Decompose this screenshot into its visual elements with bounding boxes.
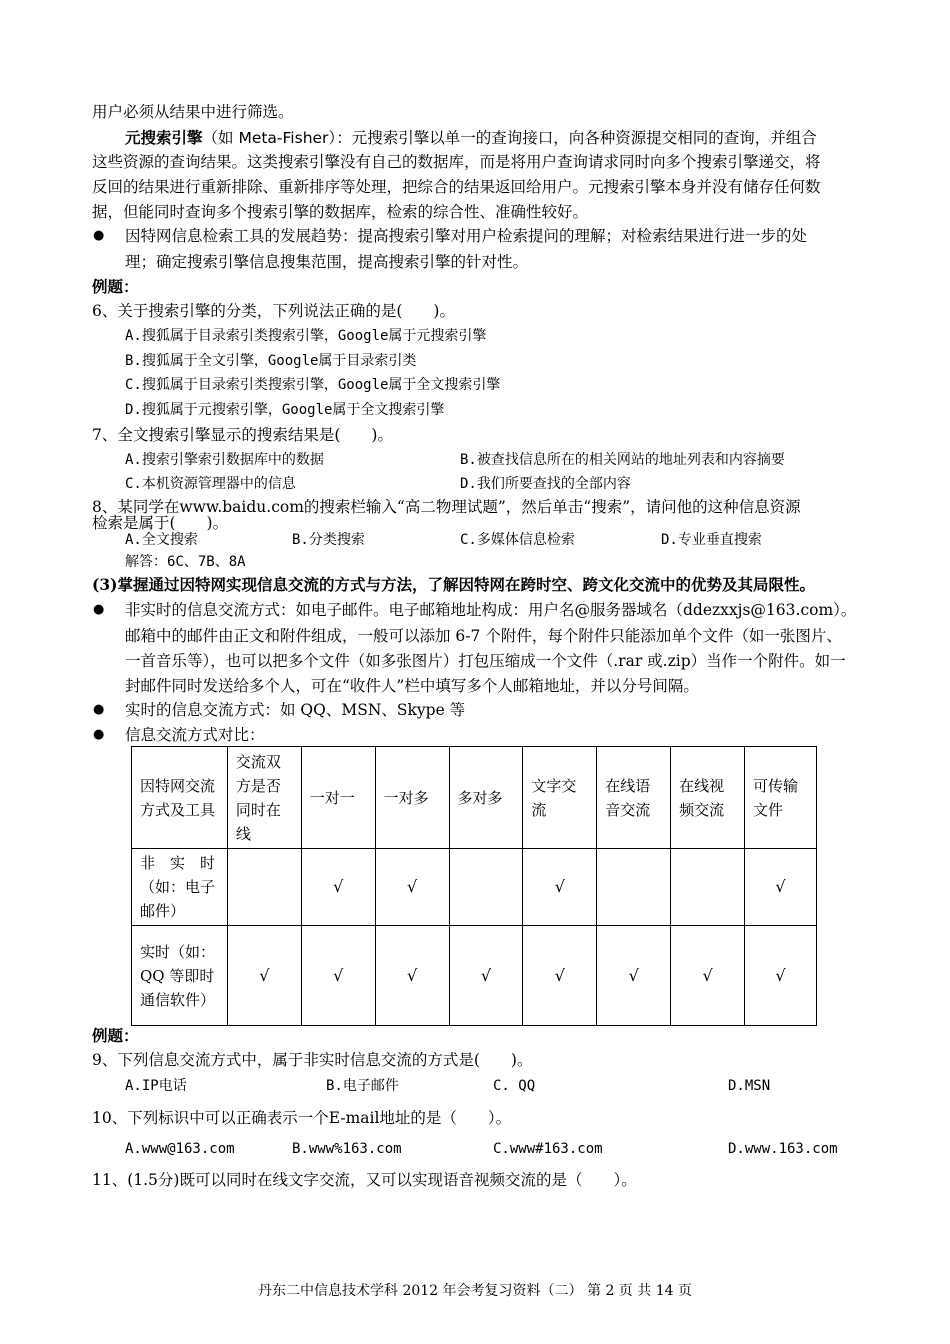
check-cell: √ [301,926,375,1026]
non-realtime-line: 封邮件同时发送给多个人，可在“收件人”栏中填写多个人邮箱地址，并以分号间隔。 [125,677,699,695]
check-cell [671,849,745,926]
q6-option-b: B.搜狐属于全文引擎，Google属于目录索引类 [125,353,417,369]
q8-option-b: B.分类搜索 [292,532,365,548]
check-cell: √ [745,849,817,926]
q9-option-b: B.电子邮件 [326,1078,399,1094]
q7-option-a: A.搜索引擎索引数据库中的数据 [125,452,324,468]
answer-line: 解答：6C、7B、8A [125,554,246,570]
q8-option-a: A.全文搜索 [125,532,198,548]
q9-option-d: D.MSN [728,1078,771,1094]
check-cell: √ [523,849,597,926]
row-label: 非 实 时（如：电子邮件） [132,849,228,926]
table-header-cell: 因特网交流方式及工具 [132,747,228,849]
section-3-title: (3)掌握通过因特网实现信息交流的方式与方法，了解因特网在跨时空、跨文化交流中的优势及其局限性。 [92,575,815,594]
question-8-stem-cont: 检索是属于( )。 [92,514,229,532]
question-7-stem: 7、全文搜索引擎显示的搜索结果是( )。 [92,426,393,444]
row-label: 实时（如：QQ 等即时通信软件） [132,926,228,1026]
check-cell: √ [227,926,301,1026]
q9-option-c: C. QQ [493,1078,536,1094]
compare-line: 信息交流方式对比： [125,726,265,744]
question-10-stem: 10、下列标识中可以正确表示一个E-mail地址的是（ ）。 [92,1109,512,1127]
meta-search-paragraph [125,128,817,148]
q8-option-d: D.专业垂直搜索 [661,532,762,548]
table-header-cell: 文字交流 [523,747,597,849]
check-cell [227,849,301,926]
table-header-cell: 可传输文件 [745,747,817,849]
bullet-icon: ● [93,727,105,742]
q7-option-c: C.本机资源管理器中的信息 [125,476,296,492]
table-header-cell: 交流双方是否同时在线 [227,747,301,849]
bullet-icon: ● [93,702,105,717]
table-header-cell: 一对一 [301,747,375,849]
q7-option-d: D.我们所要查找的全部内容 [460,476,631,492]
q10-option-d: D.www.163.com [728,1141,838,1157]
q6-option-d: D.搜狐属于元搜索引擎，Google属于全文搜索引擎 [125,402,445,418]
intro-line: 反回的结果进行重新排除、重新排序等处理，把综合的结果返回给用户。元搜索引擎本身并没有储存任何数 [92,178,821,196]
intro-line: 这些资源的查询结果。这类搜索引擎没有自己的数据库，而是将用户查询请求同时向多个搜索引擎递交，将 [92,153,821,171]
intro-line: 用户必须从结果中进行筛选。 [92,103,294,121]
realtime-line: 实时的信息交流方式：如 QQ、MSN、Skype 等 [125,701,466,719]
question-9-stem: 9、下列信息交流方式中，属于非实时信息交流的方式是( )。 [92,1051,533,1069]
check-cell: √ [523,926,597,1026]
non-realtime-line: 邮箱中的邮件由正文和附件组成，一般可以添加 6-7 个附件，每个附件只能添加单个文件（如一张图片、 [125,627,842,645]
table-header-cell: 一对多 [375,747,449,849]
check-cell: √ [745,926,817,1026]
check-cell: √ [671,926,745,1026]
table-header-row [132,747,817,849]
non-realtime-line: 一首音乐等），也可以把多个文件（如多张图片）打包压缩成一个文件（.rar 或.zip）当作一个附件。如一 [125,652,846,670]
check-cell: √ [375,849,449,926]
trend-line: 因特网信息检索工具的发展趋势：提高搜索引擎对用户检索提问的理解；对检索结果进行进一步的处 [125,227,808,245]
meta-search-def: ：元搜索引擎以单一的查询接口，向各种资源提交相同的查询，并组合 [336,129,817,147]
question-11-stem: 11、(1.5分)既可以同时在线文字交流，又可以实现语音视频交流的是（ ）。 [92,1171,637,1189]
check-cell: √ [301,849,375,926]
examples-heading: 例题： [92,1026,139,1045]
question-6-stem: 6、关于搜索引擎的分类，下列说法正确的是( )。 [92,302,455,320]
q10-option-b: B.www%163.com [292,1141,402,1157]
comparison-table [131,746,817,1026]
table-header-cell: 多对多 [449,747,523,849]
table-header-cell: 在线视频交流 [671,747,745,849]
non-realtime-line: 非实时的信息交流方式：如电子邮件。电子邮箱地址构成：用户名@服务器域名（ddezxxjs@163.com）。 [125,601,857,619]
bullet-icon: ● [93,602,105,617]
trend-line: 理；确定搜索引擎信息搜集范围，提高搜索引擎的针对性。 [125,253,529,271]
examples-heading: 例题： [92,277,139,296]
question-8-stem: 8、某同学在www.baidu.com的搜索栏输入“高二物理试题”，然后单击“搜索”，请问他的这种信息资源 [92,498,801,516]
table-row [132,849,817,926]
meta-search-term: 元搜索引擎 [125,129,203,147]
q8-option-c: C.多媒体信息检索 [460,532,575,548]
intro-line: 据，但能同时查询多个搜索引擎的数据库，检索的综合性、准确性较好。 [92,203,589,221]
bullet-icon: ● [93,228,105,243]
q10-option-c: C.www#163.com [493,1141,603,1157]
check-cell: √ [375,926,449,1026]
meta-search-example: （如 Meta-Fisher） [202,129,337,147]
table-header-cell: 在线语音交流 [597,747,671,849]
page-footer: 丹东二中信息技术学科 2012 年会考复习资料（二） 第 2 页 共 14 页 [258,1283,692,1299]
q6-option-c: C.搜狐属于目录索引类搜索引擎，Google属于全文搜索引擎 [125,377,501,393]
q10-option-a: A.www@163.com [125,1141,235,1157]
table-row [132,926,817,1026]
check-cell: √ [449,926,523,1026]
q6-option-a: A.搜狐属于目录索引类搜索引擎，Google属于元搜索引擎 [125,328,487,344]
check-cell [449,849,523,926]
check-cell [597,849,671,926]
q7-option-b: B.被查找信息所在的相关网站的地址列表和内容摘要 [460,452,785,468]
check-cell: √ [597,926,671,1026]
q9-option-a: A.IP电话 [125,1078,187,1094]
